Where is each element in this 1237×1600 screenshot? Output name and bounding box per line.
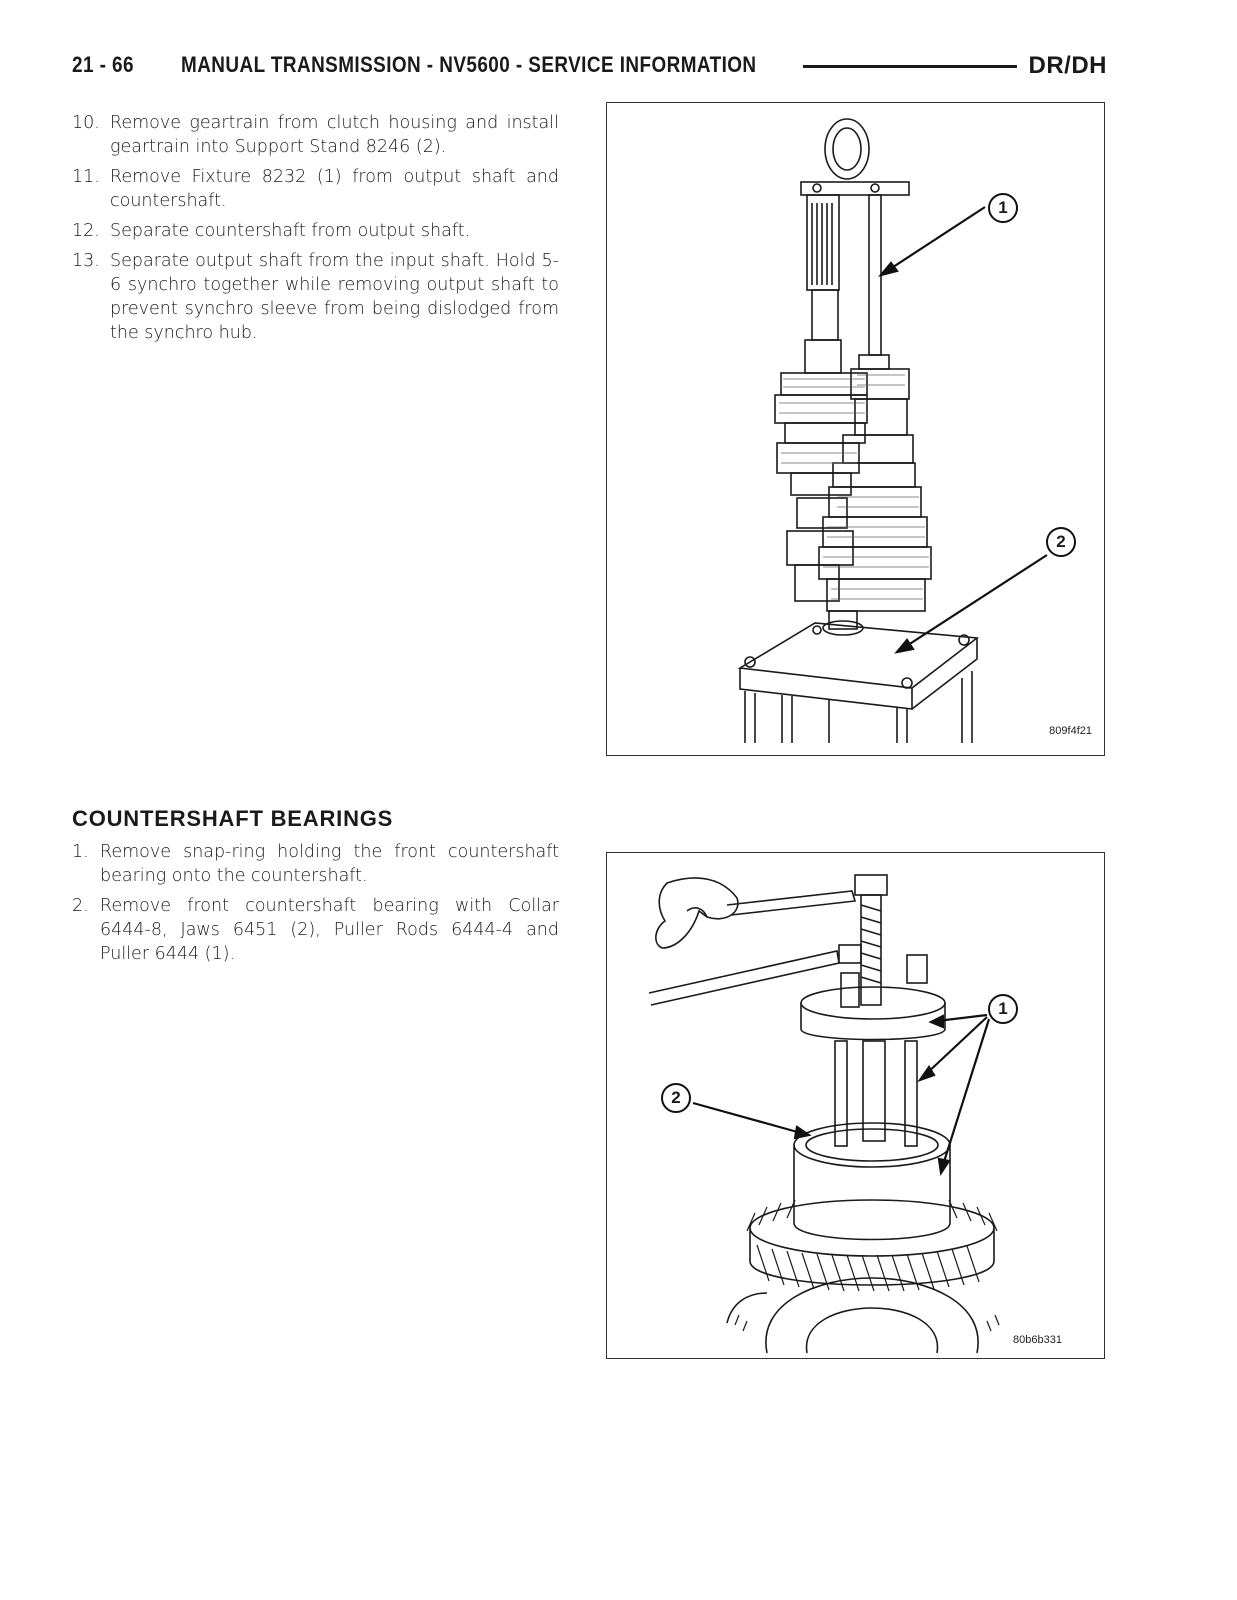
callout-1: 1 [988,193,1018,223]
figure-code: 809f4f21 [1049,725,1092,737]
step-text: Remove geartrain from clutch housing and install geartrain into Support Stand 8246 (2). [110,113,559,157]
step-text: Separate countershaft from output shaft. [110,221,471,241]
callout-2: 2 [1046,527,1076,557]
list-item [72,249,559,345]
page-number: 21 - 66 [72,52,134,77]
list-item [72,111,559,159]
step-text: Remove snap-ring holding the front countershaft bearing onto the countershaft. [100,842,559,886]
step-number: 12. [72,221,100,241]
header-rule [803,65,1017,68]
step-number: 13. [72,251,100,271]
callout-1: 1 [988,994,1018,1024]
running-title: MANUAL TRANSMISSION - NV5600 - SERVICE INFORMATION [181,52,757,77]
geartrain-support-stand-figure [606,102,1105,756]
list-item [72,165,559,213]
geartrain-illustration [607,103,1103,754]
geartrain-steps [72,111,559,351]
countershaft-steps [72,840,559,972]
step-number: 11. [72,167,100,187]
list-item [72,840,559,888]
list-item [72,219,559,243]
step-text: Separate output shaft from the input shaft. Hold 5-6 synchro together while removing output shaft to prevent synchro sleeve from being dislodged from the synchro hub. [110,251,559,343]
page-header [72,50,1107,80]
step-number: 2. [72,896,89,916]
step-text: Remove Fixture 8232 (1) from output shaft and countershaft. [110,167,559,211]
figure-code: 80b6b331 [1013,1334,1062,1346]
step-text: Remove front countershaft bearing with Collar 6444-8, Jaws 6451 (2), Puller Rods 6444-4 and Puller 6444 (1). [100,896,559,964]
model-code: DR/DH [1028,52,1107,79]
step-number: 10. [72,113,100,133]
section-title: COUNTERSHAFT BEARINGS [72,806,394,831]
callout-2: 2 [661,1083,691,1113]
step-number: 1. [72,842,89,862]
bearing-puller-figure [606,852,1105,1359]
list-item [72,894,559,966]
